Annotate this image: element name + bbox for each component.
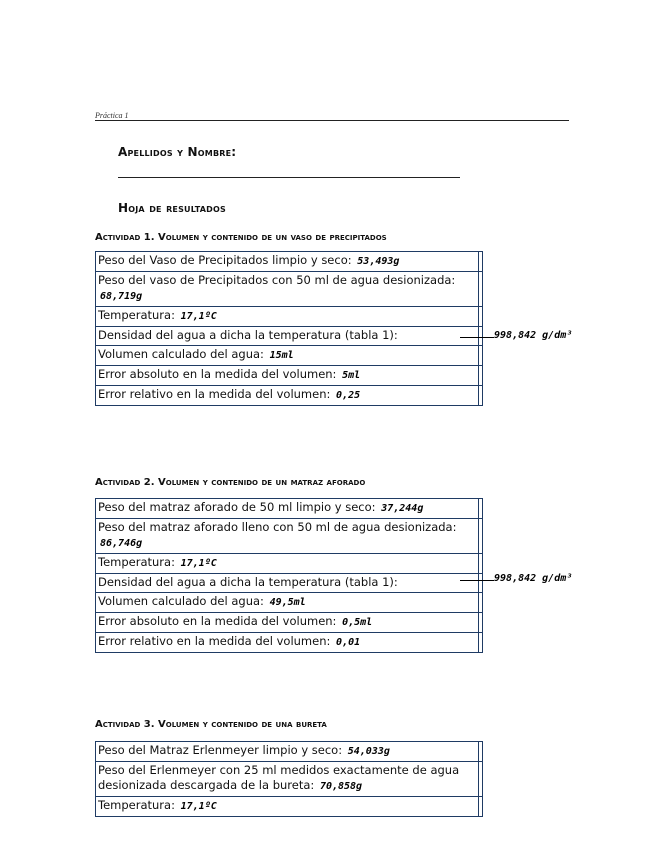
row-label: Volumen calculado del agua: bbox=[98, 347, 264, 361]
page-label: Práctica 1 bbox=[95, 111, 129, 120]
row-label: Peso del Matraz Erlenmeyer limpio y seco: bbox=[98, 743, 343, 757]
row-label: Densidad del agua a dicha la temperatura (tabla 1): bbox=[98, 328, 398, 342]
activity-1-table bbox=[95, 251, 483, 406]
table-row bbox=[96, 346, 482, 366]
table-row bbox=[96, 554, 482, 574]
activity-1-title: Actividad 1. Volumen y contenido de un vaso de precipitados bbox=[95, 232, 387, 243]
row-value: 37,244g bbox=[381, 503, 424, 514]
table-row bbox=[96, 519, 482, 554]
row-value: 17,1ºC bbox=[180, 558, 217, 569]
table-row bbox=[96, 797, 482, 816]
density-pointer-line bbox=[460, 580, 494, 581]
row-label: Peso del Vaso de Precipitados limpio y seco: bbox=[98, 253, 352, 267]
row-value: 86,746g bbox=[100, 538, 143, 549]
table-row bbox=[96, 252, 482, 272]
table-row bbox=[96, 327, 482, 346]
table-row bbox=[96, 762, 482, 797]
header-rule bbox=[95, 120, 569, 121]
results-heading: Hoja de resultados bbox=[118, 201, 226, 215]
row-label: Error relativo en la medida del volumen: bbox=[98, 634, 331, 648]
row-value: 15ml bbox=[269, 350, 294, 361]
table-row bbox=[96, 386, 482, 405]
row-label: Volumen calculado del agua: bbox=[98, 594, 264, 608]
table-row bbox=[96, 366, 482, 386]
row-label: Temperatura: bbox=[98, 798, 175, 812]
table-row bbox=[96, 633, 482, 652]
table-row bbox=[96, 499, 482, 519]
row-label: Peso del Erlenmeyer con 25 ml medidos exactamente de agua desionizada descargada de la bureta: bbox=[98, 763, 460, 792]
table-row bbox=[96, 742, 482, 762]
table-row bbox=[96, 593, 482, 613]
activity-2-table bbox=[95, 498, 483, 653]
name-line bbox=[118, 177, 460, 178]
row-label: Temperatura: bbox=[98, 308, 175, 322]
table-row bbox=[96, 272, 482, 307]
row-value: 49,5ml bbox=[269, 597, 306, 608]
row-value: 54,033g bbox=[347, 746, 390, 757]
row-value: 68,719g bbox=[100, 291, 143, 302]
row-value: 17,1ºC bbox=[180, 801, 217, 812]
row-value: 17,1ºC bbox=[180, 311, 217, 322]
density-value-2: 998,842 g/dm³ bbox=[494, 573, 573, 584]
row-label: Densidad del agua a dicha la temperatura (tabla 1): bbox=[98, 575, 398, 589]
row-label: Peso del matraz aforado lleno con 50 ml de agua desionizada: bbox=[98, 520, 457, 534]
row-value: 0,5ml bbox=[342, 617, 373, 628]
row-label: Temperatura: bbox=[98, 555, 175, 569]
row-value: 0,25 bbox=[336, 390, 361, 401]
row-value: 70,858g bbox=[319, 781, 363, 792]
activity-2-title: Actividad 2. Volumen y contenido de un matraz aforado bbox=[95, 477, 366, 488]
row-label: Error absoluto en la medida del volumen: bbox=[98, 367, 337, 381]
activity-3-title: Actividad 3. Volumen y contenido de una bureta bbox=[95, 719, 327, 730]
row-value: 0,01 bbox=[336, 637, 361, 648]
density-value-1: 998,842 g/dm³ bbox=[494, 330, 573, 341]
name-heading: Apellidos y Nombre: bbox=[118, 145, 237, 159]
row-label: Peso del matraz aforado de 50 ml limpio y seco: bbox=[98, 500, 376, 514]
table-row bbox=[96, 613, 482, 633]
row-value: 5ml bbox=[342, 370, 361, 381]
table-row bbox=[96, 574, 482, 593]
row-label: Error relativo en la medida del volumen: bbox=[98, 387, 331, 401]
row-value: 53,493g bbox=[357, 256, 400, 267]
density-pointer-line bbox=[460, 337, 494, 338]
row-label: Error absoluto en la medida del volumen: bbox=[98, 614, 337, 628]
activity-3-table bbox=[95, 741, 483, 817]
table-row bbox=[96, 307, 482, 327]
row-label: Peso del vaso de Precipitados con 50 ml de agua desionizada: bbox=[98, 273, 456, 287]
